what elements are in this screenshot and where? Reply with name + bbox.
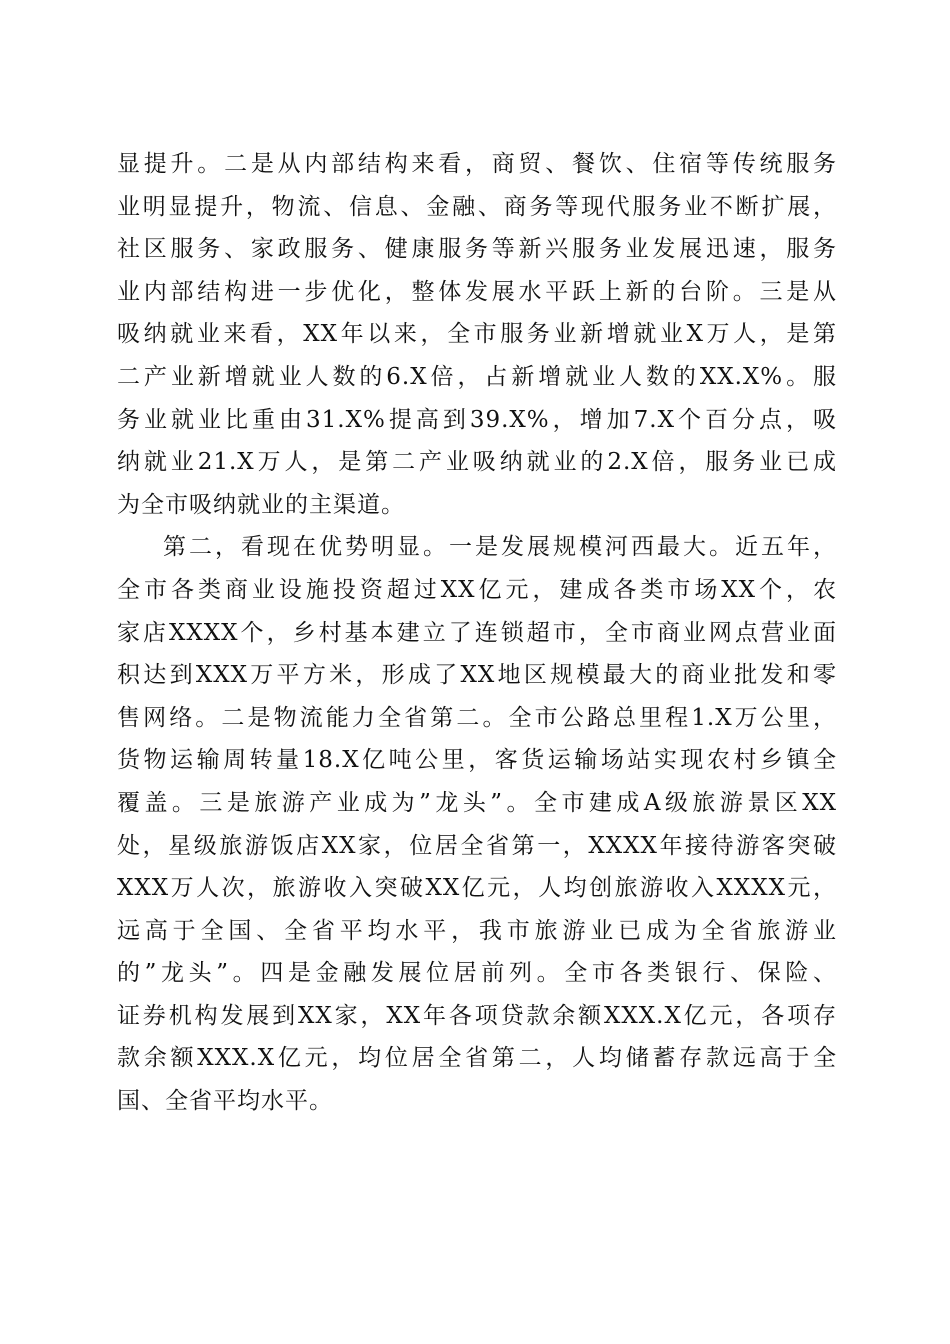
text-line: 业内部结构进一步优化，整体发展水平跃上新的台阶。三是从 xyxy=(117,278,837,305)
text-line: 务业就业比重由31.X%提高到39.X%，增加7.X个百分点，吸 xyxy=(117,406,837,433)
text-line: 的”龙头”。四是金融发展位居前列。全市各类银行、保险、 xyxy=(117,960,837,987)
text-line: 家店XXXX个，乡村基本建立了连锁超市，全市商业网点营业面 xyxy=(117,619,837,646)
text-line: 积达到XXX万平方米，形成了XX地区规模最大的商业批发和零 xyxy=(117,662,837,689)
paragraph-end-line: 国、全省平均水平。 xyxy=(117,1088,333,1115)
text-line: 证券机构发展到XX家，XX年各项贷款余额XXX.X亿元，各项存 xyxy=(117,1002,837,1029)
text-line: 纳就业21.X万人，是第二产业吸纳就业的2.X倍，服务业已成 xyxy=(117,449,837,476)
text-line: 业明显提升，物流、信息、金融、商务等现代服务业不断扩展， xyxy=(117,193,837,220)
paragraph-end-line: 为全市吸纳就业的主渠道。 xyxy=(117,491,405,518)
text-line: 二产业新增就业人数的6.X倍，占新增就业人数的XX.X%。服 xyxy=(117,363,837,390)
body-text xyxy=(117,143,837,1123)
text-line: 全市各类商业设施投资超过XX亿元，建成各类市场XX个，农 xyxy=(117,576,837,603)
text-line: 显提升。二是从内部结构来看，商贸、餐饮、住宿等传统服务 xyxy=(117,151,837,177)
text-line: 吸纳就业来看，XX年以来，全市服务业新增就业X万人，是第 xyxy=(117,321,837,348)
text-line: 货物运输周转量18.X亿吨公里，客货运输场站实现农村乡镇全 xyxy=(117,747,837,774)
text-line: 覆盖。三是旅游产业成为”龙头”。全市建成A级旅游景区XX xyxy=(117,789,837,816)
text-line: 远高于全国、全省平均水平，我市旅游业已成为全省旅游业 xyxy=(117,917,837,944)
text-line: 售网络。二是物流能力全省第二。全市公路总里程1.X万公里， xyxy=(117,704,837,731)
text-line: 社区服务、家政服务、健康服务等新兴服务业发展迅速，服务 xyxy=(117,236,837,263)
text-line: 处，星级旅游饭店XX家，位居全省第一，XXXX年接待游客突破 xyxy=(117,832,837,859)
text-line: XXX万人次，旅游收入突破XX亿元，人均创旅游收入XXXX元， xyxy=(117,875,837,902)
paragraph-start-line: 第二，看现在优势明显。一是发展规模河西最大。近五年， xyxy=(163,534,837,561)
text-line: 款余额XXX.X亿元，均位居全省第二，人均储蓄存款远高于全 xyxy=(117,1045,837,1072)
